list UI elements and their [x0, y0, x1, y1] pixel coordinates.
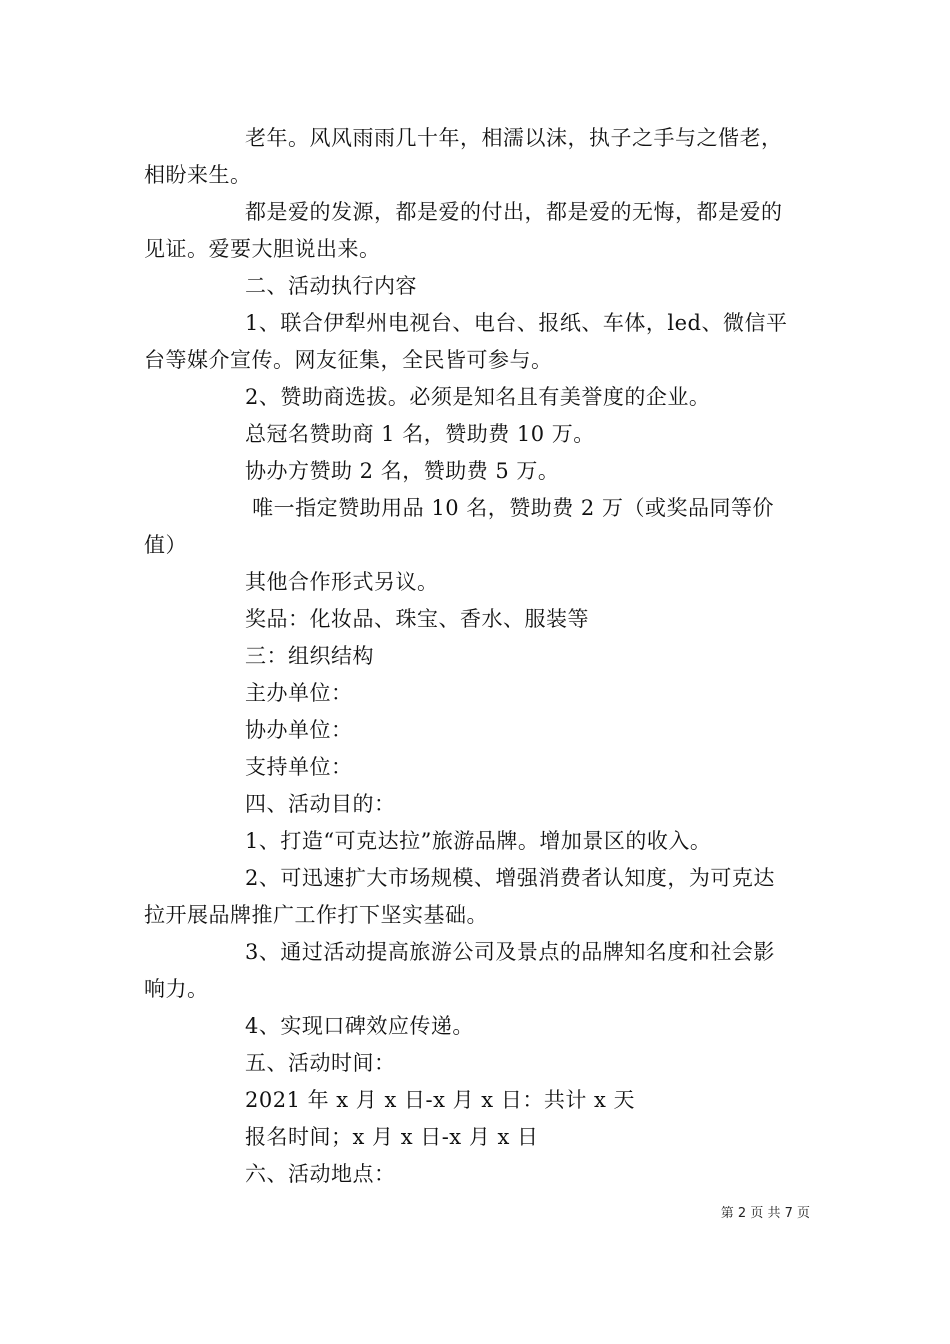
section-heading: 六、活动地点：	[245, 1162, 396, 1186]
paragraph-line: 协办方赞助 2 名，赞助费 5 万。	[245, 459, 560, 483]
paragraph-line: 老年。风风雨雨几十年，相濡以沫，执子之手与之偕老，	[245, 126, 783, 150]
paragraph-line: 其他合作形式另议。	[245, 570, 439, 594]
paragraph-line: 见证。爱要大胆说出来。	[144, 237, 381, 261]
paragraph-line: 总冠名赞助商 1 名，赞助费 10 万。	[245, 422, 595, 446]
paragraph-line: 奖品：化妆品、珠宝、香水、服装等	[245, 607, 589, 631]
section-heading: 四、活动目的：	[245, 792, 396, 816]
paragraph-line: 2、赞助商选拔。必须是知名且有美誉度的企业。	[245, 385, 711, 409]
section-heading: 二、活动执行内容	[245, 274, 417, 298]
paragraph-line: 4、实现口碑效应传递。	[245, 1014, 474, 1038]
paragraph-line: 2、可迅速扩大市场规模、增强消费者认知度，为可克达	[245, 866, 775, 890]
paragraph-line: 主办单位：	[245, 681, 353, 705]
paragraph-line: 都是爱的发源，都是爱的付出，都是爱的无悔，都是爱的	[245, 200, 783, 224]
paragraph-line: 3、通过活动提高旅游公司及景点的品牌知名度和社会影	[245, 940, 775, 964]
paragraph-line: 拉开展品牌推广工作打下坚实基础。	[144, 903, 488, 927]
page-number: 第 2 页 共 7 页	[720, 1206, 810, 1221]
paragraph-line: 台等媒介宣传。网友征集，全民皆可参与。	[144, 348, 553, 372]
section-heading: 五、活动时间：	[245, 1051, 396, 1075]
paragraph-line: 响力。	[144, 977, 209, 1001]
paragraph-line: 1、打造“可克达拉”旅游品牌。增加景区的收入。	[245, 829, 712, 853]
section-heading: 三：组织结构	[245, 644, 374, 668]
paragraph-line: 1、联合伊犁州电视台、电台、报纸、车体，led、微信平	[245, 311, 788, 335]
paragraph-line: 值）	[144, 533, 187, 557]
paragraph-line: 协办单位：	[245, 718, 353, 742]
paragraph-line: 相盼来生。	[144, 163, 252, 187]
paragraph-line: 支持单位：	[245, 755, 353, 779]
paragraph-line: 唯一指定赞助用品 10 名，赞助费 2 万（或奖品同等价	[245, 496, 774, 520]
paragraph-line: 2021 年 x 月 x 日-x 月 x 日：共计 x 天	[245, 1088, 636, 1112]
paragraph-line: 报名时间；x 月 x 日-x 月 x 日	[245, 1125, 539, 1149]
